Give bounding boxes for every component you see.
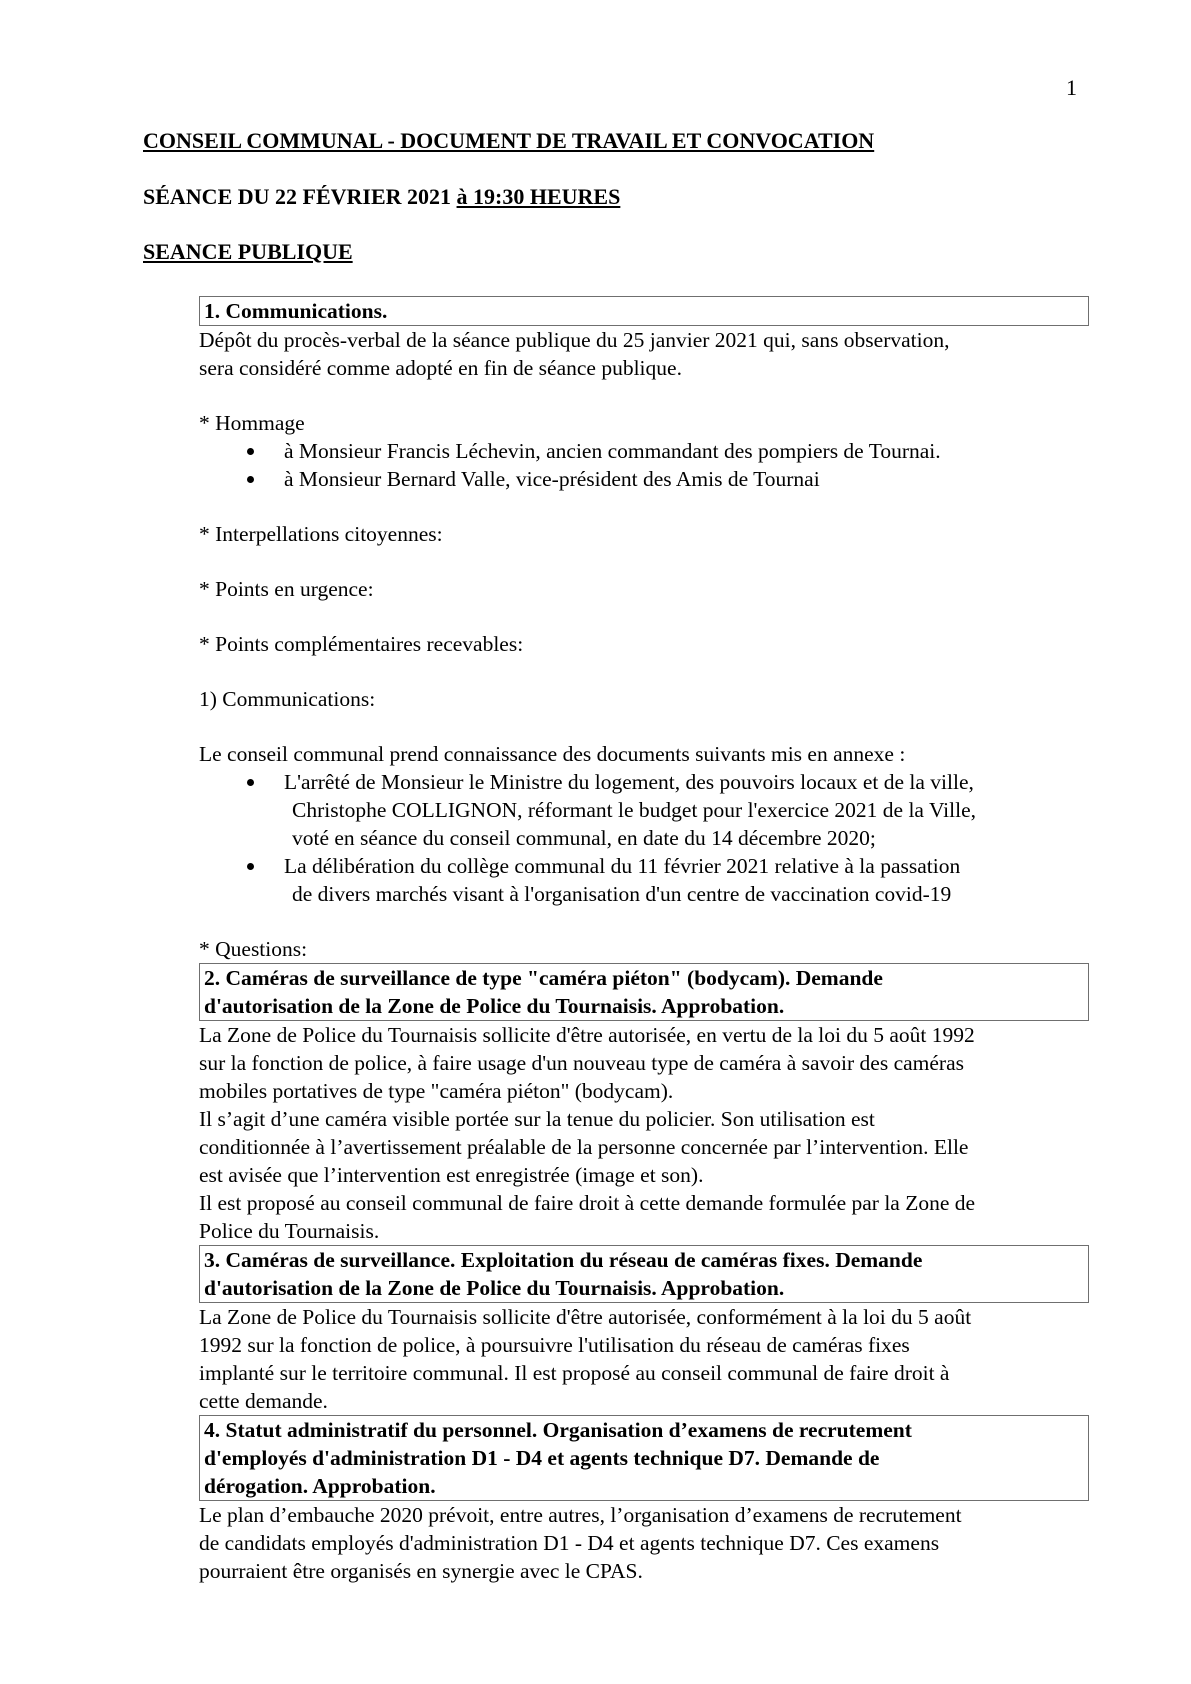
hommage-label: * Hommage bbox=[199, 411, 305, 435]
item-3-title-line: 3. Caméras de surveillance. Exploitation du réseau de caméras fixes. Demande bbox=[204, 1248, 923, 1272]
item-2-text-line: mobiles portatives de type "caméra piéton" (bodycam). bbox=[199, 1079, 674, 1103]
item-2-title-line: d'autorisation de la Zone de Police du Tournaisis. Approbation. bbox=[204, 994, 785, 1018]
document-line: voté en séance du conseil communal, en date du 14 décembre 2020; bbox=[292, 826, 876, 850]
documents-list bbox=[199, 768, 1089, 908]
item-1-text-line: Dépôt du procès-verbal de la séance publique du 25 janvier 2021 qui, sans observation, bbox=[199, 328, 950, 352]
item-2-text-line: est avisée que l’intervention est enregistrée (image et son). bbox=[199, 1163, 704, 1187]
item-2-text-line: La Zone de Police du Tournaisis sollicite d'être autorisée, en vertu de la loi du 5 août 1992 bbox=[199, 1023, 975, 1047]
bullet-icon bbox=[247, 448, 254, 455]
item-4-title bbox=[199, 1415, 1089, 1501]
item-2-title bbox=[199, 963, 1089, 1021]
urgence-label: * Points en urgence: bbox=[199, 577, 374, 601]
hommage-list bbox=[199, 437, 1089, 493]
hommage-text: à Monsieur Francis Léchevin, ancien commandant des pompiers de Tournai. bbox=[284, 439, 941, 463]
bullet-icon bbox=[247, 779, 254, 786]
item-2-title-line: 2. Caméras de surveillance de type "caméra piéton" (bodycam). Demande bbox=[204, 966, 883, 990]
hommage-item bbox=[199, 437, 1089, 465]
item-2-text-line: Il est proposé au conseil communal de faire droit à cette demande formulée par la Zone de bbox=[199, 1191, 976, 1215]
session-date bbox=[143, 183, 620, 211]
item-4-title-line: 4. Statut administratif du personnel. Organisation d’examens de recrutement bbox=[204, 1418, 912, 1442]
complementaires-label: * Points complémentaires recevables: bbox=[199, 632, 524, 656]
item-4-title-line: dérogation. Approbation. bbox=[204, 1474, 436, 1498]
interpellations-label: * Interpellations citoyennes: bbox=[199, 522, 443, 546]
document-item bbox=[199, 852, 1089, 908]
item-4-text-line: de candidats employés d'administration D1 - D4 et agents technique D7. Ces examens bbox=[199, 1531, 940, 1555]
item-1-title: 1. Communications. bbox=[199, 296, 1089, 326]
session-time: à 19:30 HEURES bbox=[456, 184, 621, 209]
item-1-text-line: sera considéré comme adopté en fin de séance publique. bbox=[199, 356, 682, 380]
document-line: La délibération du collège communal du 11 février 2021 relative à la passation bbox=[284, 854, 961, 878]
agenda-content bbox=[199, 296, 1089, 1585]
document-line: de divers marchés visant à l'organisation d'un centre de vaccination covid-19 bbox=[292, 882, 952, 906]
item-2-text-line: conditionnée à l’avertissement préalable de la personne concernée par l’intervention. Elle bbox=[199, 1135, 969, 1159]
document-item bbox=[199, 768, 1089, 852]
bullet-icon bbox=[247, 476, 254, 483]
page-number: 1 bbox=[1066, 75, 1077, 100]
bullet-icon bbox=[247, 863, 254, 870]
hommage-item bbox=[199, 465, 1089, 493]
item-3-title-line: d'autorisation de la Zone de Police du Tournaisis. Approbation. bbox=[204, 1276, 785, 1300]
document-title: CONSEIL COMMUNAL - DOCUMENT DE TRAVAIL ET CONVOCATION bbox=[143, 128, 875, 153]
item-4-title-line: d'employés d'administration D1 - D4 et agents technique D7. Demande de bbox=[204, 1446, 880, 1470]
session-date-text: SÉANCE DU 22 FÉVRIER 2021 bbox=[143, 184, 457, 209]
item-2-text-line: sur la fonction de police, à faire usage d'un nouveau type de caméra à savoir des caméras bbox=[199, 1051, 965, 1075]
item-2-text-line: Police du Tournaisis. bbox=[199, 1219, 380, 1243]
communications-label: 1) Communications: bbox=[199, 687, 376, 711]
hommage-text: à Monsieur Bernard Valle, vice-président des Amis de Tournai bbox=[284, 467, 820, 491]
document-line: L'arrêté de Monsieur le Ministre du logement, des pouvoirs locaux et de la ville, bbox=[284, 770, 974, 794]
item-2-text-line: Il s’agit d’une caméra visible portée sur la tenue du policier. Son utilisation est bbox=[199, 1107, 875, 1131]
item-3-text-line: La Zone de Police du Tournaisis sollicite d'être autorisée, conformément à la loi du 5 août bbox=[199, 1305, 972, 1329]
item-3-text-line: implanté sur le territoire communal. Il est proposé au conseil communal de faire droit à bbox=[199, 1361, 950, 1385]
item-3-text-line: 1992 sur la fonction de police, à poursuivre l'utilisation du réseau de caméras fixes bbox=[199, 1333, 910, 1357]
questions-label: * Questions: bbox=[199, 937, 308, 961]
item-4-text-line: pourraient être organisés en synergie avec le CPAS. bbox=[199, 1559, 643, 1583]
item-3-title bbox=[199, 1245, 1089, 1303]
document-line: Christophe COLLIGNON, réformant le budget pour l'exercice 2021 de la Ville, bbox=[292, 798, 977, 822]
conseil-intro: Le conseil communal prend connaissance des documents suivants mis en annexe : bbox=[199, 742, 906, 766]
item-3-text-line: cette demande. bbox=[199, 1389, 328, 1413]
public-session-heading: SEANCE PUBLIQUE bbox=[143, 239, 353, 264]
item-4-text-line: Le plan d’embauche 2020 prévoit, entre autres, l’organisation d’examens de recrutement bbox=[199, 1503, 962, 1527]
